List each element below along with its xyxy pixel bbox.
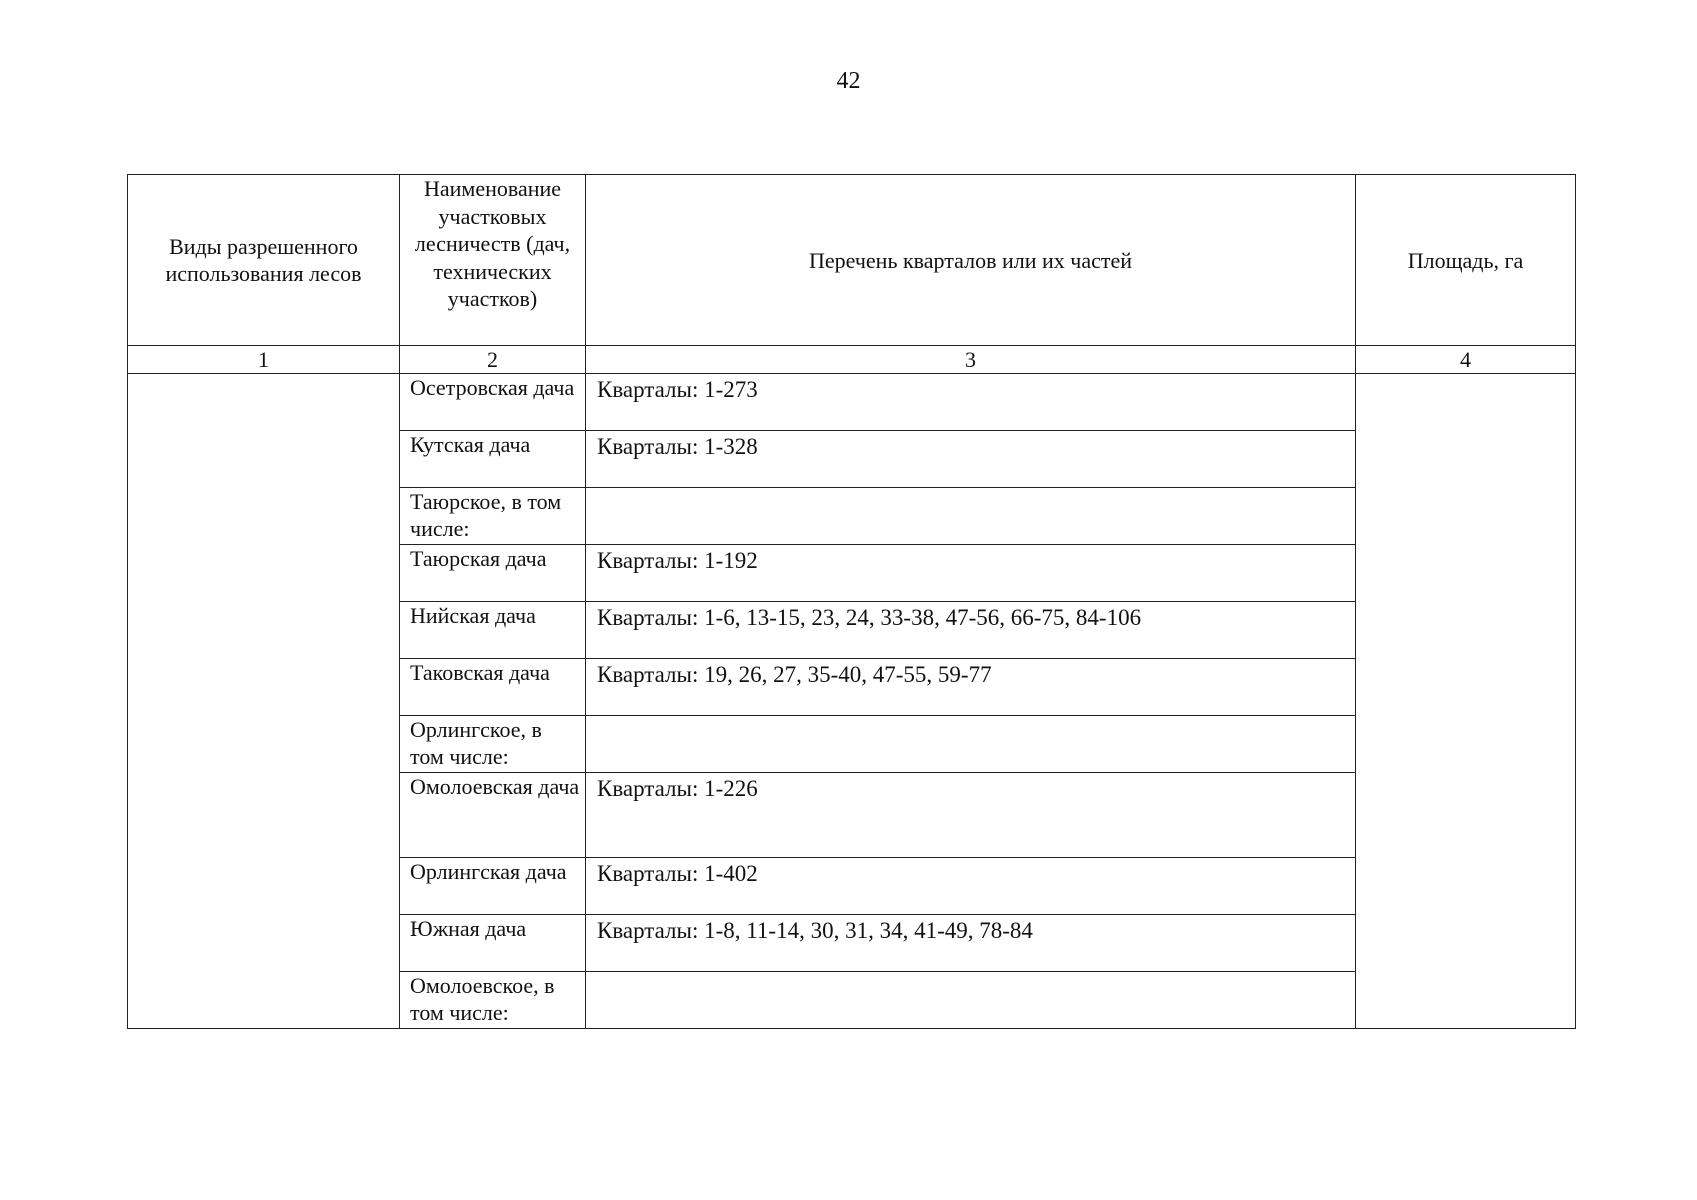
page-number: 42 — [836, 68, 861, 94]
area-cell — [1356, 374, 1576, 1029]
forestry-name-cell: Нийская дача — [400, 602, 586, 659]
column-number: 2 — [400, 346, 586, 374]
quarters-cell: Кварталы: 1-402 — [586, 858, 1356, 915]
forestry-name-cell: Омолоевское, в том числе: — [400, 972, 586, 1029]
forest-use-table — [127, 174, 1576, 1029]
quarters-cell — [586, 488, 1356, 545]
forestry-name-cell: Таюрское, в том числе: — [400, 488, 586, 545]
column-numbers-row — [128, 346, 1576, 374]
column-number: 3 — [586, 346, 1356, 374]
header-forestry-names: Наименование участковых лесничеств (дач, технических участков) — [400, 175, 586, 346]
forestry-name-cell: Таюрская дача — [400, 545, 586, 602]
forestry-name-cell: Южная дача — [400, 915, 586, 972]
quarters-cell: Кварталы: 1-8, 11-14, 30, 31, 34, 41-49, 78-84 — [586, 915, 1356, 972]
quarters-cell: Кварталы: 1-328 — [586, 431, 1356, 488]
forestry-name-cell: Осетровская дача — [400, 374, 586, 431]
quarters-cell: Кварталы: 1-6, 13-15, 23, 24, 33-38, 47-56, 66-75, 84-106 — [586, 602, 1356, 659]
quarters-cell: Кварталы: 1-273 — [586, 374, 1356, 431]
header-area: Площадь, га — [1356, 175, 1576, 346]
forestry-name-cell: Омолоевская дача — [400, 773, 586, 858]
quarters-cell: Кварталы: 19, 26, 27, 35-40, 47-55, 59-77 — [586, 659, 1356, 716]
forestry-name-cell: Орлингское, в том числе: — [400, 716, 586, 773]
quarters-cell: Кварталы: 1-192 — [586, 545, 1356, 602]
quarters-cell: Кварталы: 1-226 — [586, 773, 1356, 858]
header-usage-types: Виды разрешенного использования лесов — [128, 175, 400, 346]
column-number: 1 — [128, 346, 400, 374]
column-number: 4 — [1356, 346, 1576, 374]
header-quarters-list: Перечень кварталов или их частей — [586, 175, 1356, 346]
table-header-row — [128, 175, 1576, 346]
forestry-name-cell: Орлингская дача — [400, 858, 586, 915]
forestry-name-cell: Кутская дача — [400, 431, 586, 488]
table-row — [128, 374, 1576, 431]
usage-type-cell — [128, 374, 400, 1029]
quarters-cell — [586, 972, 1356, 1029]
quarters-cell — [586, 716, 1356, 773]
forestry-name-cell: Таковская дача — [400, 659, 586, 716]
